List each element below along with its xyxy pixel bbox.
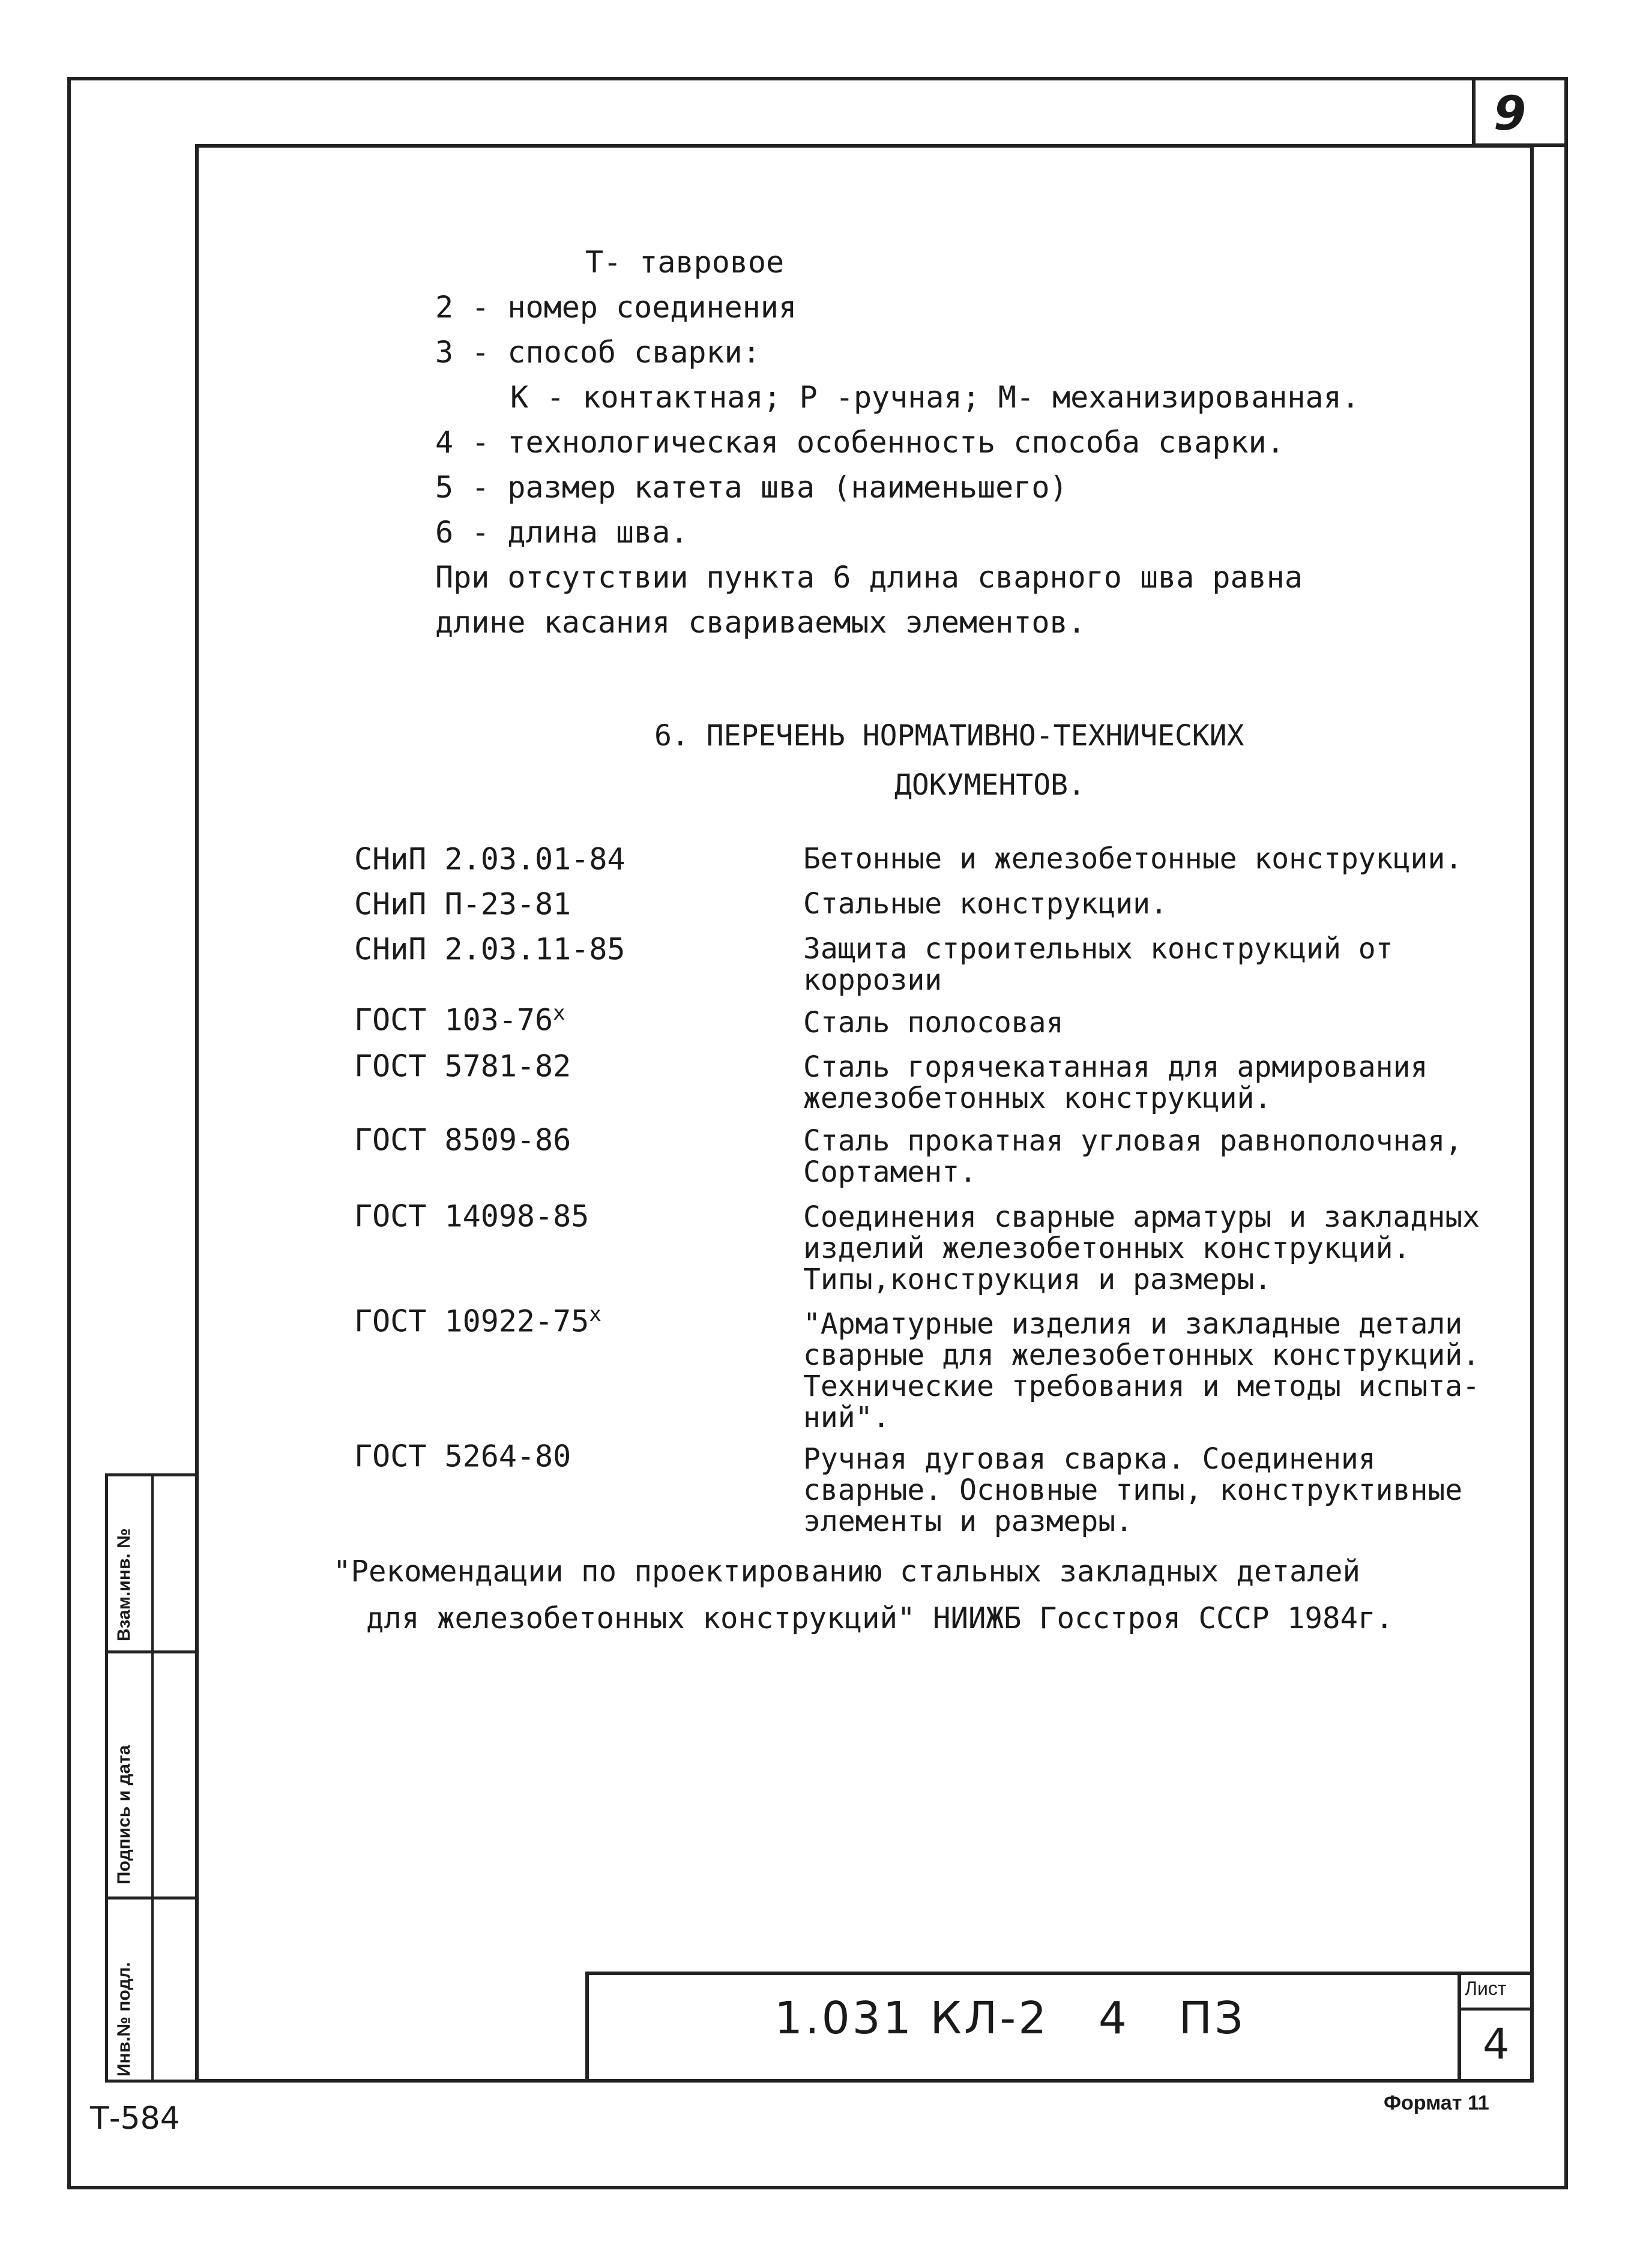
section-title-line-1: 6. ПЕРЕЧЕНЬ НОРМАТИВНО-ТЕХНИЧЕСКИХ <box>654 719 1244 753</box>
doc-desc: Сталь прокатная угловая равнополочная, Сортамент. <box>803 1124 1463 1189</box>
side-label-vzam-inv: Взам.инв. № <box>114 1528 134 1641</box>
doc-desc: Стальные конструкции. <box>803 887 1168 921</box>
section-title-line-2: ДОКУМЕНТОВ. <box>894 768 1085 802</box>
intro-line-8: При отсутствии пункта 6 длина сварного шва равна <box>435 560 1303 595</box>
side-strip-divider <box>151 1473 154 2083</box>
recommendation-line-1: "Рекомендации по проектированию стальных закладных деталей <box>333 1554 1361 1589</box>
footer-format: Формат 11 <box>1384 2092 1489 2114</box>
side-strip-rule-1 <box>105 1650 199 1653</box>
footer-left-code: Т-584 <box>90 2101 180 2137</box>
doc-code: СНиП П-23-81 <box>354 886 571 922</box>
intro-line-6: 5 - размер катета шва (наименьшего) <box>435 470 1068 505</box>
intro-line-4: К - контактная; Р -ручная; М- механизированная. <box>510 380 1360 415</box>
stamp-sheet-number: 4 <box>1483 2020 1510 2069</box>
side-strip-rule-2 <box>105 1897 199 1900</box>
doc-desc: Соединения сварные арматуры и закладных изделий железобетонных конструкций. Типы,конструкция и размеры. <box>803 1200 1480 1296</box>
doc-code: ГОСТ 5781-82 <box>354 1048 571 1084</box>
doc-code: ГОСТ 5264-80 <box>354 1439 571 1474</box>
side-label-inv-no-podl: Инв.№ подл. <box>114 1962 134 2077</box>
recommendation-line-2: для железобетонных конструкций" НИИЖБ Госстроя СССР 1984г. <box>366 1601 1394 1635</box>
intro-line-7: 6 - длина шва. <box>435 515 689 550</box>
stamp-sheet-rule <box>1458 2008 1534 2011</box>
doc-desc: Бетонные и железобетонные конструкции. <box>803 842 1463 876</box>
doc-desc: Защита строительных конструкций от коррозии <box>803 932 1393 997</box>
doc-code: ГОСТ 14098-85 <box>354 1199 589 1234</box>
doc-desc: Сталь горячекатанная для армирования железобетонных конструкций. <box>803 1050 1428 1115</box>
intro-line-5: 4 - технологическая особенность способа сварки. <box>435 425 1285 460</box>
doc-code: ГОСТ 10922-75$^x$ <box>354 1302 601 1339</box>
intro-line-1: Т- тавровое <box>585 245 785 280</box>
doc-desc: "Арматурные изделия и закладные детали сварные для железобетонных конструкций. Технические требования и методы испыта- ний". <box>803 1307 1480 1434</box>
side-label-podpis-data: Подпись и дата <box>114 1745 134 1884</box>
stamp-divider <box>1458 1972 1461 2083</box>
doc-code: СНиП 2.03.11-85 <box>354 931 626 967</box>
intro-line-2: 2 - номер соединения <box>435 290 797 325</box>
doc-desc: Ручная дуговая сварка. Соединения сварные. Основные типы, конструктивные элементы и размеры. <box>803 1442 1463 1538</box>
doc-code: ГОСТ 103-76$^x$ <box>354 1001 565 1038</box>
page-number: 9 <box>1494 87 1527 141</box>
stamp-sheet-label: Лист <box>1465 1978 1507 1999</box>
intro-line-9: длине касания свариваемых элементов. <box>435 605 1086 640</box>
stamp-designation: 1.031 КЛ-2 4 ПЗ <box>774 1993 1246 2044</box>
doc-code: ГОСТ 8509-86 <box>354 1122 571 1158</box>
doc-code: СНиП 2.03.01-84 <box>354 841 626 877</box>
doc-desc: Сталь полосовая <box>803 1006 1064 1039</box>
intro-line-3: 3 - способ сварки: <box>435 335 761 370</box>
